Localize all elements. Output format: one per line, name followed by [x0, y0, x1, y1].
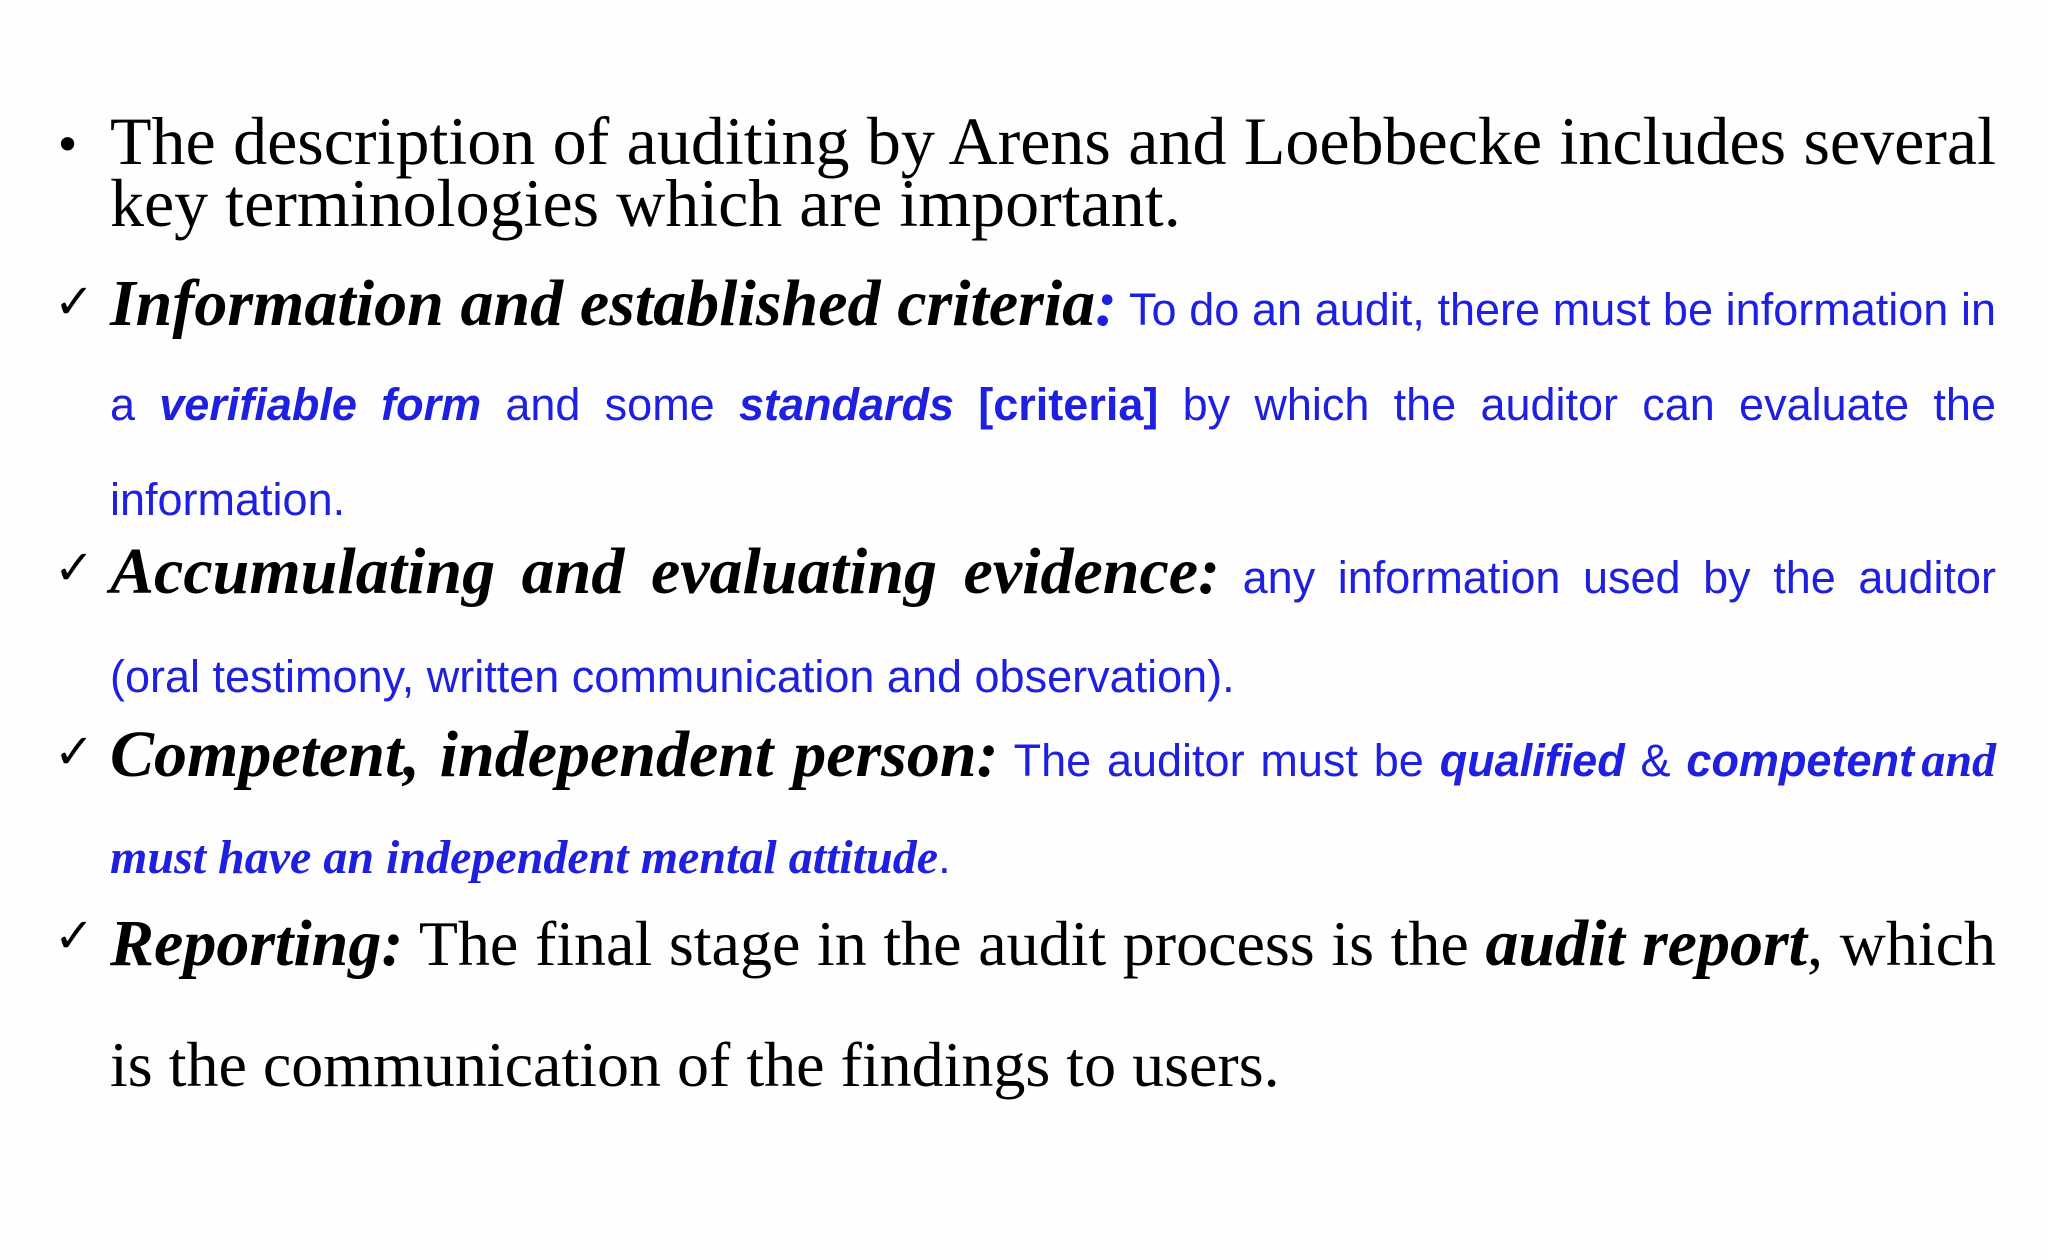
emphasis-criteria: [criteria]: [978, 379, 1159, 430]
term-colon: :: [1095, 267, 1118, 340]
item-text: The final stage in the audit process is the: [403, 908, 1486, 979]
checkmark-icon: ✓: [54, 908, 95, 964]
item-text: , which is the communication of the findings to users.: [110, 908, 1997, 1100]
checkmark-icon: ✓: [54, 724, 95, 780]
item-description: To do an audit, there must be information in a: [110, 284, 1996, 430]
emphasis-qualified: qualified: [1439, 735, 1625, 786]
item-accumulating-evidence: [110, 528, 1996, 732]
item-reporting: [110, 892, 1996, 1134]
item-description: any information used by the auditor (oral testimony, written communication and observation).: [110, 552, 1996, 702]
emphasis-verifiable-form: verifiable form: [159, 379, 482, 430]
item-description: .: [938, 832, 951, 883]
intro-text: The description of auditing by Arens and Loebbecke includes several key terminologies which are important.: [110, 103, 1996, 241]
item-description: &: [1624, 735, 1687, 786]
emphasis-audit-report: audit report: [1485, 907, 1807, 980]
item-description: The auditor must be: [998, 735, 1440, 786]
emphasis-standards: standards: [738, 379, 955, 430]
item-information-criteria: [110, 262, 1996, 553]
checkmark-icon: ✓: [54, 540, 95, 596]
bullet-dot-icon: •: [54, 118, 82, 172]
emphasis-independent-attitude: and must have an independent mental attitude: [110, 734, 1997, 884]
term-label: Reporting:: [110, 907, 404, 980]
item-competent-person: [110, 712, 1996, 912]
item-description: [954, 379, 978, 430]
item-description: by which the auditor can evaluate the information.: [110, 379, 1996, 525]
term-label: Competent, independent person:: [110, 718, 999, 791]
term-label: Information and established criteria: [110, 267, 1096, 340]
intro-paragraph: [110, 103, 1996, 241]
emphasis-competent: competent: [1686, 735, 1914, 786]
item-description: and some: [481, 379, 739, 430]
term-label: Accumulating and evaluating evidence:: [110, 535, 1221, 608]
checkmark-icon: ✓: [54, 274, 95, 330]
